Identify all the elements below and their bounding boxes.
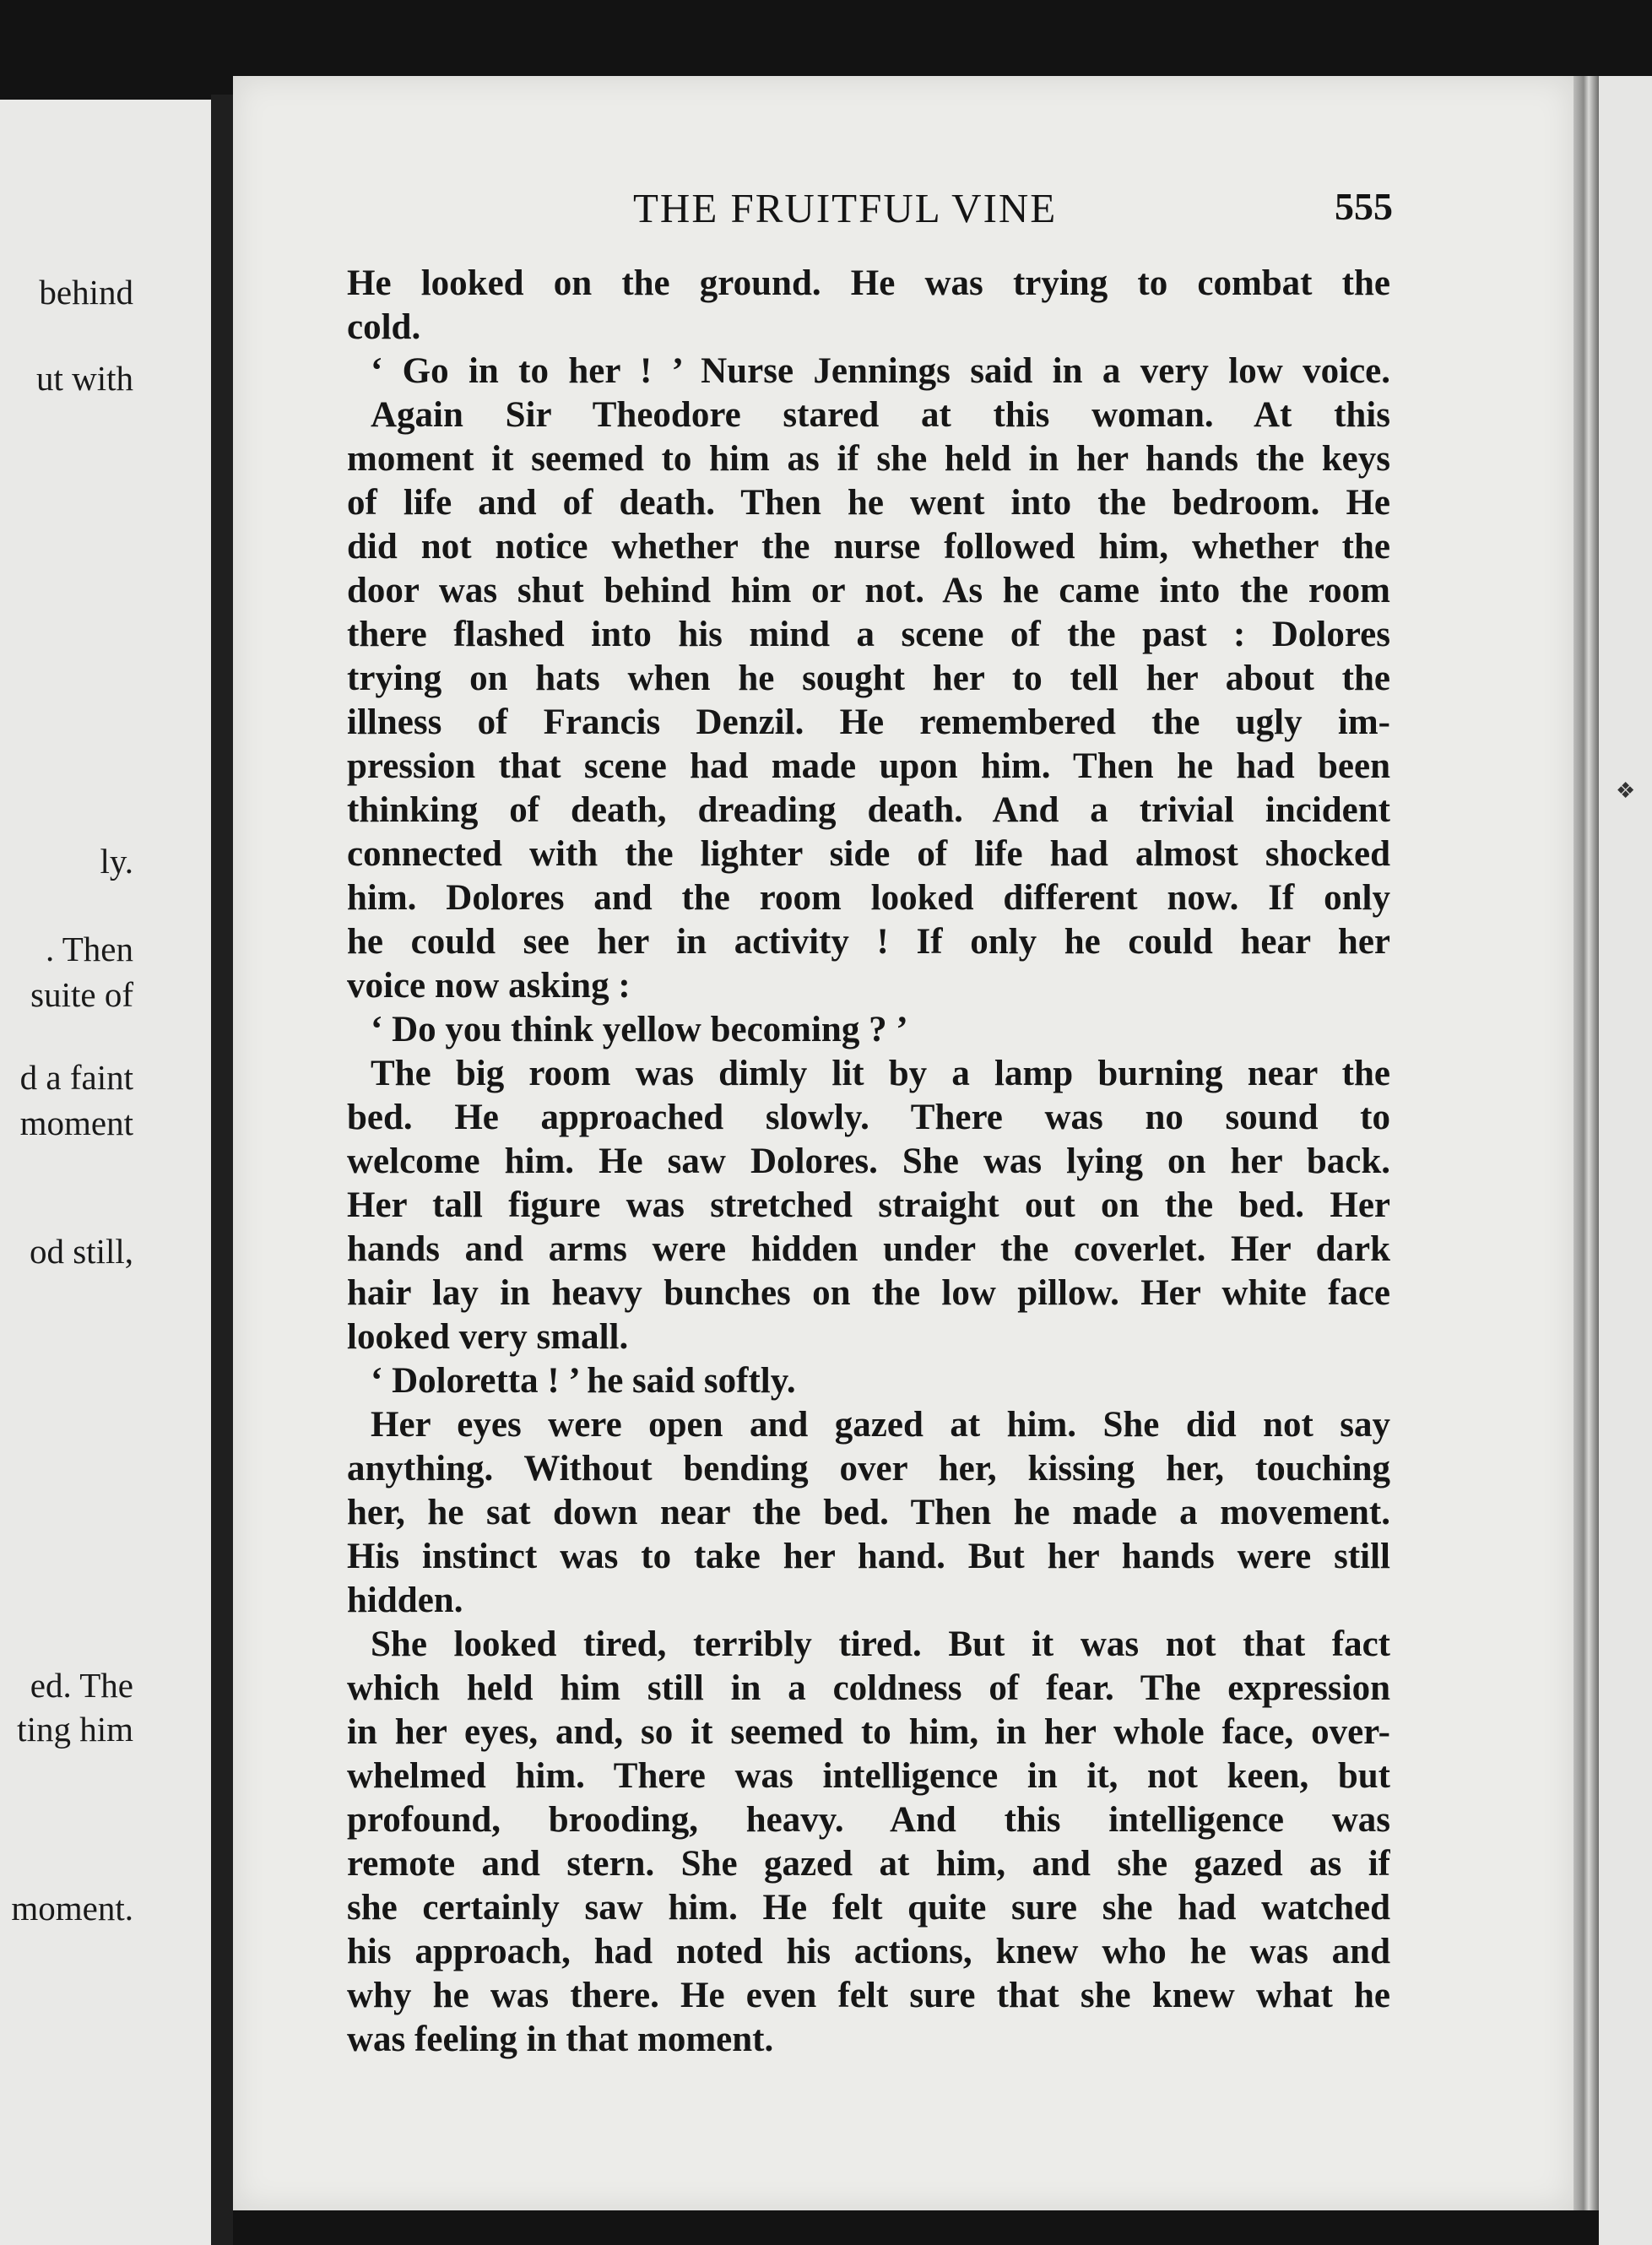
- left-page-text: moment: [19, 1104, 133, 1142]
- text-line: did not notice whether the nurse followed him, whether the: [347, 527, 1390, 567]
- text-line: hair lay in heavy bunches on the low pillow. Her white face: [347, 1273, 1390, 1313]
- left-page-text: moment.: [11, 1889, 133, 1928]
- left-page-text: d a faint: [19, 1058, 133, 1097]
- left-page-text: ly.: [100, 842, 133, 881]
- left-page-text: ut with: [35, 359, 133, 398]
- text-line: cold.: [347, 307, 421, 347]
- left-page-text: od still,: [29, 1232, 133, 1271]
- text-line: Again Sir Theodore stared at this woman. At this: [371, 395, 1390, 435]
- text-line: she certainly saw him. He felt quite sure she had watched: [347, 1888, 1390, 1928]
- text-line: profound, brooding, heavy. And this intelligence was: [347, 1800, 1390, 1840]
- clip-icon: ❖: [1616, 778, 1636, 803]
- text-line: he could see her in activity ! If only he could hear her: [347, 922, 1390, 962]
- text-line: in her eyes, and, so it seemed to him, in her whole face, over-: [347, 1712, 1390, 1752]
- page-edges: [1573, 76, 1599, 2210]
- text-line: looked very small.: [347, 1317, 629, 1357]
- text-line: voice now asking :: [347, 966, 631, 1006]
- left-page-text: ed. The: [30, 1666, 133, 1705]
- text-line: Her eyes were open and gazed at him. She did not say: [371, 1405, 1390, 1445]
- text-line: remote and stern. She gazed at him, and she gazed as if: [347, 1844, 1390, 1884]
- text-line: illness of Francis Denzil. He remembered the ugly im-: [347, 702, 1390, 742]
- text-line: pression that scene had made upon him. Then he had been: [347, 746, 1390, 786]
- running-header: [633, 184, 1393, 235]
- text-line: of life and of death. Then he went into the bedroom. He: [347, 483, 1390, 523]
- text-line: hands and arms were hidden under the coverlet. Her dark: [347, 1229, 1390, 1269]
- text-line: hidden.: [347, 1581, 463, 1620]
- text-line: welcome him. He saw Dolores. She was lying on her back.: [347, 1141, 1390, 1181]
- text-line: was feeling in that moment.: [347, 2020, 774, 2059]
- text-line: anything. Without bending over her, kissing her, touching: [347, 1449, 1390, 1489]
- page-number: 555: [1335, 185, 1393, 228]
- text-line: his approach, had noted his actions, knew who he was and: [347, 1932, 1390, 1971]
- text-line: ‘ Doloretta ! ’ he said softly.: [371, 1361, 796, 1401]
- text-line: ‘ Go in to her ! ’ Nurse Jennings said in a very low voice.: [371, 351, 1390, 391]
- text-line: trying on hats when he sought her to tell her about the: [347, 659, 1390, 698]
- text-line: which held him still in a coldness of fear. The expression: [347, 1668, 1390, 1708]
- text-line: her, he sat down near the bed. Then he made a movement.: [347, 1493, 1390, 1532]
- text-line: moment it seemed to him as if she held in her hands the keys: [347, 439, 1390, 479]
- left-page-text: . Then: [45, 930, 133, 968]
- text-line: him. Dolores and the room looked different now. If only: [347, 878, 1390, 918]
- text-line: there flashed into his mind a scene of the past : Dolores: [347, 615, 1390, 654]
- text-line: thinking of death, dreading death. And a trivial incident: [347, 790, 1390, 830]
- left-page-fragment: [0, 100, 211, 2245]
- text-line: She looked tired, terribly tired. But it was not that fact: [371, 1624, 1390, 1664]
- text-line: bed. He approached slowly. There was no sound to: [347, 1098, 1390, 1137]
- text-line: door was shut behind him or not. As he came into the room: [347, 571, 1390, 610]
- text-line: why he was there. He even felt sure that she knew what he: [347, 1976, 1390, 2015]
- text-line: He looked on the ground. He was trying to combat the: [347, 263, 1390, 303]
- left-page-text: suite of: [30, 975, 133, 1014]
- text-line: The big room was dimly lit by a lamp burning near the: [371, 1054, 1390, 1093]
- left-page-text: ting him: [17, 1710, 133, 1749]
- scan-margin: [1599, 76, 1652, 2245]
- text-line: whelmed him. There was intelligence in it, not keen, but: [347, 1756, 1390, 1796]
- body-text: [347, 262, 1390, 2062]
- running-title: THE FRUITFUL VINE: [633, 185, 1058, 231]
- text-line: Her tall figure was stretched straight out on the bed. Her: [347, 1185, 1390, 1225]
- book-gutter: [211, 95, 233, 2245]
- text-line: ‘ Do you think yellow becoming ? ’: [371, 1010, 908, 1049]
- text-line: His instinct was to take her hand. But her hands were still: [347, 1537, 1390, 1576]
- text-line: connected with the lighter side of life had almost shocked: [347, 834, 1390, 874]
- left-page-text: behind: [39, 273, 133, 312]
